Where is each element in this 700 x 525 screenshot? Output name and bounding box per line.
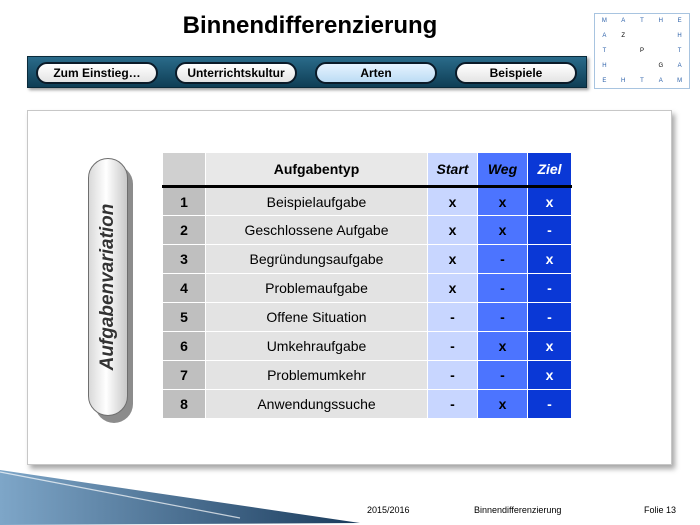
row-num: 7 xyxy=(163,361,206,390)
table-row xyxy=(163,361,572,390)
row-start: - xyxy=(428,303,478,332)
table-row xyxy=(163,390,572,419)
logo-letter: A xyxy=(621,18,626,25)
row-ziel: - xyxy=(528,274,572,303)
row-ziel: x xyxy=(528,245,572,274)
logo-letter: H xyxy=(621,77,626,84)
row-ziel: x xyxy=(528,187,572,216)
header-type: Aufgabentyp xyxy=(206,153,428,187)
footer-wedge xyxy=(0,470,360,525)
row-num: 5 xyxy=(163,303,206,332)
header-start: Start xyxy=(428,153,478,187)
row-ziel: - xyxy=(528,390,572,419)
logo-letter: A xyxy=(602,33,607,40)
table-header-row xyxy=(163,153,572,187)
table-row xyxy=(163,303,572,332)
logo-letter: A xyxy=(658,77,663,84)
logo-empty xyxy=(614,58,633,73)
nav-button-arten[interactable]: Arten xyxy=(315,62,437,84)
row-weg: x xyxy=(478,390,528,419)
row-weg: x xyxy=(478,216,528,245)
row-ziel: - xyxy=(528,216,572,245)
nav-button-einstieg[interactable]: Zum Einstieg… xyxy=(36,62,158,84)
mathe-logo xyxy=(594,13,690,89)
table-row xyxy=(163,216,572,245)
row-type: Problemaufgabe xyxy=(206,274,428,303)
row-weg: - xyxy=(478,274,528,303)
side-label: Aufgabenvariation xyxy=(97,203,118,371)
row-weg: - xyxy=(478,303,528,332)
row-num: 3 xyxy=(163,245,206,274)
task-table xyxy=(162,152,572,419)
row-type: Offene Situation xyxy=(206,303,428,332)
nav-bar xyxy=(27,56,587,88)
table-row xyxy=(163,245,572,274)
logo-letter: E xyxy=(602,77,607,84)
row-num: 8 xyxy=(163,390,206,419)
logo-letter: H xyxy=(677,33,682,40)
footer-year: 2015/2016 xyxy=(367,505,410,515)
logo-empty xyxy=(651,44,670,59)
row-start: x xyxy=(428,216,478,245)
header-num xyxy=(163,153,206,187)
logo-letter: T xyxy=(640,18,644,25)
row-num: 6 xyxy=(163,332,206,361)
nav-button-beispiele[interactable]: Beispiele xyxy=(455,62,577,84)
row-type: Begründungsaufgabe xyxy=(206,245,428,274)
logo-letter: T xyxy=(602,47,607,54)
row-start: - xyxy=(428,390,478,419)
row-start: x xyxy=(428,274,478,303)
row-weg: x xyxy=(478,332,528,361)
logo-letter: Z xyxy=(621,33,626,40)
row-type: Anwendungssuche xyxy=(206,390,428,419)
logo-letter: T xyxy=(677,47,682,54)
row-ziel: x xyxy=(528,332,572,361)
logo-letter: E xyxy=(677,18,682,25)
row-num: 4 xyxy=(163,274,206,303)
logo-letter: H xyxy=(602,62,607,69)
footer-topic: Binnendifferenzierung xyxy=(474,505,562,515)
table-row xyxy=(163,274,572,303)
table-row xyxy=(163,187,572,216)
row-ziel: x xyxy=(528,361,572,390)
logo-empty xyxy=(651,29,670,44)
logo-letter: H xyxy=(658,18,663,25)
table-row xyxy=(163,332,572,361)
logo-letter: A xyxy=(677,62,682,69)
logo-letter: M xyxy=(677,77,683,84)
row-type: Geschlossene Aufgabe xyxy=(206,216,428,245)
row-weg: - xyxy=(478,361,528,390)
slide-title: Binnendifferenzierung xyxy=(182,12,438,39)
row-num: 1 xyxy=(163,187,206,216)
row-num: 2 xyxy=(163,216,206,245)
row-start: x xyxy=(428,245,478,274)
row-type: Problemumkehr xyxy=(206,361,428,390)
logo-letter: T xyxy=(640,77,644,84)
row-start: x xyxy=(428,187,478,216)
row-start: - xyxy=(428,361,478,390)
footer-wedge-shape xyxy=(0,470,360,525)
row-ziel: - xyxy=(528,303,572,332)
row-weg: - xyxy=(478,245,528,274)
row-weg: x xyxy=(478,187,528,216)
header-weg: Weg xyxy=(478,153,528,187)
logo-empty xyxy=(633,29,652,44)
logo-letter: G xyxy=(658,62,664,69)
logo-empty xyxy=(633,58,652,73)
header-ziel: Ziel xyxy=(528,153,572,187)
row-type: Beispielaufgabe xyxy=(206,187,428,216)
logo-empty xyxy=(614,44,633,59)
logo-letter: P xyxy=(639,47,644,54)
logo-letter: M xyxy=(601,18,607,25)
row-start: - xyxy=(428,332,478,361)
footer-slide-number: Folie 13 xyxy=(644,505,677,515)
row-type: Umkehraufgabe xyxy=(206,332,428,361)
nav-button-unterrichtskultur[interactable]: Unterrichtskultur xyxy=(175,62,297,84)
